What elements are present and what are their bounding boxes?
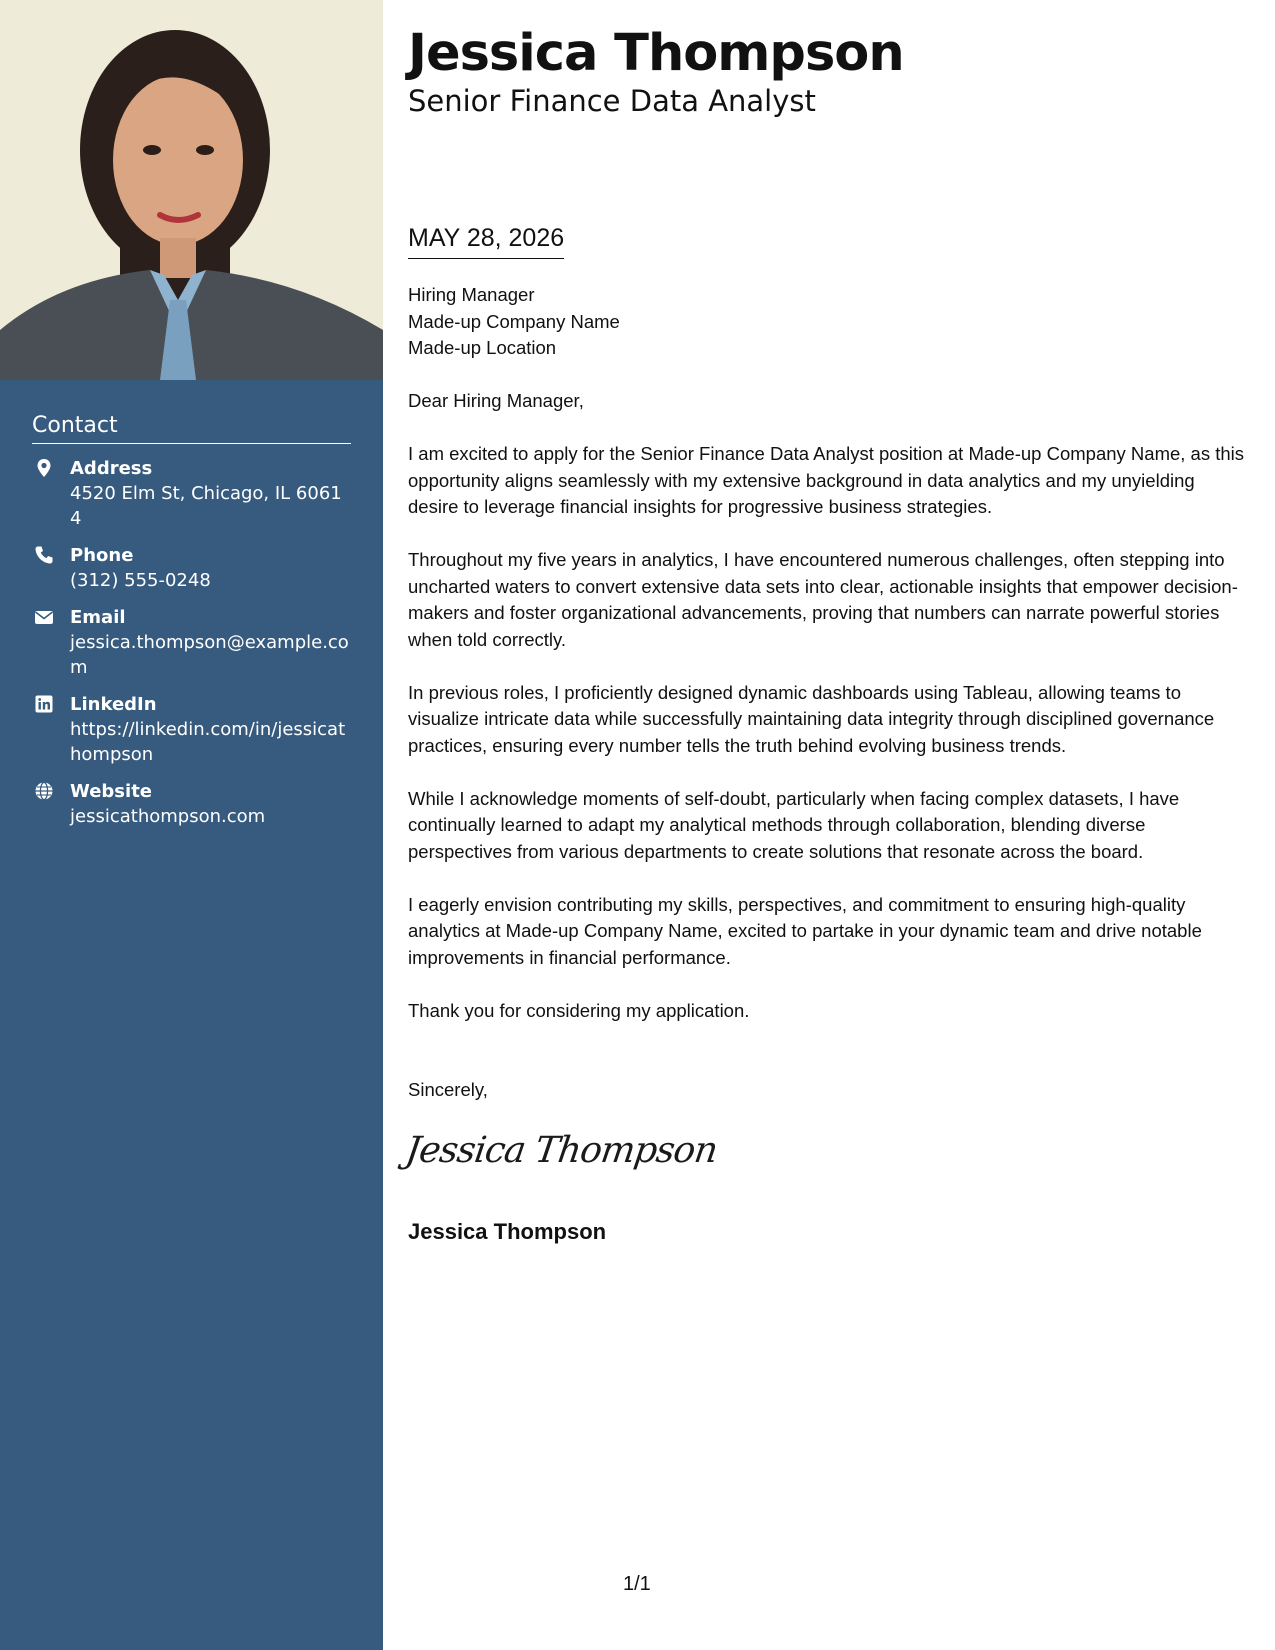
- linkedin-icon: [34, 694, 54, 714]
- contact-section: [32, 413, 351, 841]
- paragraph: I eagerly envision contributing my skills, perspectives, and commitment to ensuring high-quality analytics at Made-up Company Name, excited to partake in your dynamic team and drive notable improvements in financial performance.: [408, 893, 1202, 968]
- paragraph: Thank you for considering my application.: [408, 999, 750, 1021]
- email-link[interactable]: jessica.thompson@example.com: [70, 632, 349, 679]
- recipient-block: [408, 282, 1248, 362]
- contact-phone: [32, 543, 351, 593]
- job-title: Senior Finance Data Analyst: [408, 84, 816, 118]
- applicant-name: Jessica Thompson: [408, 24, 904, 83]
- recipient-line: Made-up Location: [408, 337, 557, 358]
- phone-icon: [34, 545, 54, 565]
- phone-label: Phone: [70, 545, 134, 567]
- recipient-line: Made-up Company Name: [408, 310, 620, 332]
- linkedin-label: LinkedIn: [70, 694, 157, 716]
- email-label: Email: [70, 607, 126, 629]
- recipient-line: Hiring Manager: [408, 284, 535, 305]
- closing: Sincerely,: [408, 1079, 488, 1100]
- website-link[interactable]: jessicathompson.com: [70, 806, 266, 828]
- contact-linkedin: [32, 692, 351, 767]
- paragraph: In previous roles, I proficiently designed dynamic dashboards using Tableau, allowing teams to visualize intricate data while successfully maintaining data integrity through disciplined governance practices, ensuring every number tells the truth behind evolving business trends.: [408, 681, 1215, 756]
- paragraph: I am excited to apply for the Senior Finance Data Analyst position at Made-up Company Name, as this opportunity aligns seamlessly with my extensive background in data analytics and my unyielding desire to leverage financial insights for progressive business strategies.: [408, 443, 1245, 517]
- linkedin-link[interactable]: https://linkedin.com/in/jessicathompson: [70, 719, 346, 766]
- map-pin-icon: [34, 458, 54, 478]
- contact-address: [32, 456, 351, 531]
- letter-body: [408, 282, 1248, 1104]
- address-value: 4520 Elm St, Chicago, IL 60614: [70, 483, 342, 530]
- website-label: Website: [70, 781, 153, 803]
- paragraph: Throughout my five years in analytics, I have encountered numerous challenges, often stepping into uncharted waters to convert extensive data sets into clear, actionable insights that empower decision-makers and foster organizational advancements, proving that numbers can narrate powerful stories when told correctly.: [408, 549, 1238, 650]
- address-label: Address: [70, 458, 153, 480]
- contact-title: Contact: [32, 413, 351, 444]
- sidebar: [0, 0, 383, 1650]
- contact-website: [32, 779, 351, 829]
- contact-email: [32, 605, 351, 680]
- signed-name: Jessica Thompson: [408, 1219, 607, 1244]
- letter-date: MAY 28, 2026: [408, 222, 564, 259]
- signature-image: Jessica Thompson: [403, 1130, 720, 1171]
- envelope-icon: [34, 607, 54, 627]
- globe-icon: [34, 781, 54, 801]
- paragraph: While I acknowledge moments of self-doubt, particularly when facing complex datasets, I have continually learned to adapt my analytical methods through collaboration, blending diverse perspectives from various departments to create solutions that resonate across the board.: [408, 787, 1180, 862]
- profile-photo: [0, 0, 383, 380]
- phone-value[interactable]: (312) 555-0248: [70, 570, 211, 592]
- page-number: 1/1: [623, 1573, 651, 1595]
- salutation: Dear Hiring Manager,: [408, 390, 584, 411]
